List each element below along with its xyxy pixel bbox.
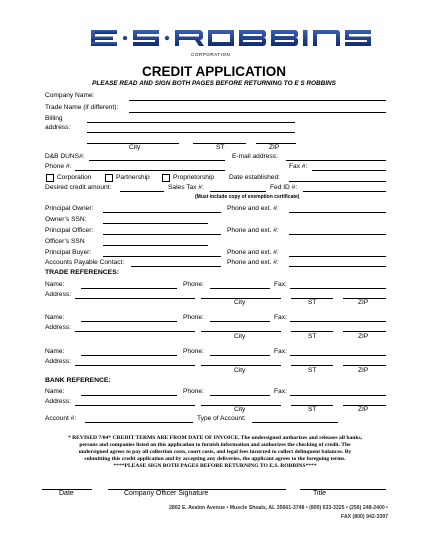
trade-ref-2-zip-label: ZIP [358,333,369,340]
corporation-label: Corporation [57,173,92,181]
billing-st-label: ST [216,144,225,151]
trade-ref-3-fax-label: Fax: [274,348,287,355]
bank-city-label: City [234,406,246,413]
trade-ref-1-zip-label: ZIP [358,299,369,306]
trade-ref-2-fax-label: Fax: [274,314,287,321]
buyer-phone-label: Phone and ext. #: [227,249,279,256]
trade-ref-2-st-field[interactable] [291,331,333,332]
trade-ref-3-city-field[interactable] [201,365,281,366]
trade-ref-2-phone-label: Phone: [183,314,204,321]
bank-account-field[interactable] [85,422,193,423]
footer-address: 2802 E. Avalon Avenue • Muscle Shoals, AL 35661-3748 • (800) 633-3325 • (256) 248-2400 • [168,505,388,511]
duns-label: D&B DUNS#: [45,153,85,160]
trade-ref-1-name-label: Name: [45,281,65,288]
fax-field[interactable] [312,170,386,171]
billing-zip-label: ZIP [269,144,280,151]
company-name-field[interactable] [129,100,386,101]
officer-ssn-field[interactable] [103,245,208,246]
bank-st-label: ST [308,406,317,413]
terms-line-3: undersigned agrees to pay all collection costs, court costs, and legal fees incurred to collect delinquent balances. By [78,449,352,455]
date-established-label: Date established: [229,173,280,181]
bank-name-label: Name: [45,388,65,395]
corporation-checkbox[interactable] [46,174,54,182]
trade-ref-2-address-label: Address: [45,324,72,331]
page-title: CREDIT APPLICATION [142,64,286,79]
proprietorship-label: Proprietorship [173,173,215,181]
trade-ref-1-fax-field[interactable] [290,288,386,289]
sales-tax-label: Sales Tax #: [168,184,204,191]
trade-ref-1-phone-label: Phone: [183,281,204,288]
principal-owner-field[interactable] [103,212,221,213]
bank-reference-heading: BANK REFERENCE: [45,377,111,384]
trade-ref-3-address-label: Address: [45,358,72,365]
trade-ref-2-city-label: City [234,333,246,340]
duns-field[interactable] [89,160,225,161]
date-label: Date [59,490,74,497]
sales-tax-field[interactable] [210,191,266,192]
footer-fax: FAX (800) 942-3397 [340,514,388,520]
trade-ref-2-name-label: Name: [45,314,65,321]
billing-label: Billing [45,115,63,122]
corporation-label: CORPORATION [191,52,231,57]
desired-credit-field[interactable] [120,191,164,192]
billing-city-label: City [129,144,141,151]
trade-ref-2-phone-field[interactable] [210,321,270,322]
bank-name-field[interactable] [81,395,177,396]
bank-account-type-label: Type of Account: [197,415,246,422]
ap-contact-field[interactable] [131,266,221,267]
owner-phone-label: Phone and ext. #: [227,205,279,212]
buyer-phone-field[interactable] [289,256,386,257]
trade-ref-2-name-field[interactable] [81,321,177,322]
partnership-checkbox[interactable] [105,174,113,182]
owner-phone-field[interactable] [289,212,386,213]
email-label: E-mail address: [232,153,278,160]
bank-address-label: Address: [45,398,72,405]
trade-ref-1-fax-label: Fax: [274,281,287,288]
owner-ssn-label: Owner’s SSN: [45,216,87,223]
trade-name-field[interactable] [129,112,386,113]
ap-phone-field[interactable] [289,266,386,267]
trade-ref-2-st-label: ST [308,333,317,340]
email-field[interactable] [286,160,386,161]
exemption-note: (Must include copy of exemption certificate) [195,194,300,200]
terms-line-4: submitting this credit application and by accepting any deliveries, the applicant agrees to the foregoing terms. [84,456,346,462]
trade-ref-3-city-label: City [234,367,246,374]
proprietorship-checkbox[interactable] [162,174,170,182]
bank-address-field[interactable] [75,405,195,406]
bank-account-label: Account #: [45,415,77,422]
trade-ref-1-address-field[interactable] [75,298,195,299]
principal-owner-label: Principal Owner: [45,205,94,212]
title-label: Title [313,490,326,497]
trade-ref-3-address-field[interactable] [75,365,195,366]
billing-address-line-1[interactable] [87,122,295,123]
ap-phone-label: Phone and ext. #: [227,259,279,266]
partnership-label: Partnership [116,173,150,181]
trade-ref-1-city-label: City [234,299,246,306]
terms-notice [34,435,396,470]
trade-ref-3-phone-label: Phone: [183,348,204,355]
trade-ref-3-zip-field[interactable] [343,365,386,366]
principal-officer-label: Principal Officer: [45,227,94,234]
terms-line-5: ****PLEASE SIGN BOTH PAGES BEFORE RETURNING TO E.S. ROBBINS**** [113,463,317,469]
owner-ssn-field[interactable] [103,223,208,224]
trade-ref-1-address-label: Address: [45,291,72,298]
bank-fax-label: Fax: [274,388,287,395]
trade-name-label: Trade Name (if different): [45,104,119,111]
officer-phone-label: Phone and ext. #: [227,227,279,234]
terms-line-1: * REVISED 7/04* CREDIT TERMS ARE FROM DATE OF INVOICE. The undersigned authorizes and releases all banks, [67,435,363,441]
trade-ref-3-phone-field[interactable] [210,355,270,356]
bank-account-type-field[interactable] [252,422,338,423]
trade-ref-3-zip-label: ZIP [358,367,369,374]
terms-line-2: persons and companies listed on this application to furnish information and authorizes the checking of credit. The [79,442,351,448]
phone-field[interactable] [75,170,225,171]
trade-ref-3-name-label: Name: [45,348,65,355]
trade-ref-3-st-label: ST [308,367,317,374]
bank-phone-label: Phone: [183,388,204,395]
ap-contact-label: Accounts Payable Contact: [45,259,125,266]
trade-ref-3-st-field[interactable] [291,365,333,366]
page-subtitle: PLEASE READ AND SIGN BOTH PAGES BEFORE RETURNING TO E S ROBBINS [92,80,336,87]
phone-label: Phone #: [45,163,72,170]
officer-signature-label: Company Officer Signature [124,490,209,497]
fed-id-field[interactable] [303,191,386,192]
company-name-label: Company Name: [45,92,95,99]
officer-ssn-label: Officer’s SSN [45,238,85,245]
desired-credit-label: Desired credit amount: [45,184,112,191]
trade-references-heading: TRADE REFERENCES: [45,269,120,276]
trade-ref-1-st-label: ST [308,299,317,306]
bank-fax-field[interactable] [290,395,386,396]
trade-ref-2-address-field[interactable] [75,331,195,332]
bank-zip-label: ZIP [358,406,369,413]
fed-id-label: Fed ID #: [270,184,298,191]
principal-buyer-field[interactable] [103,256,221,257]
billing-address-line-2[interactable] [87,132,295,133]
bank-phone-field[interactable] [210,395,270,396]
principal-buyer-label: Principal Buyer: [45,249,92,256]
officer-phone-field[interactable] [289,234,386,235]
trade-ref-1-phone-field[interactable] [210,288,270,289]
trade-ref-3-fax-field[interactable] [290,355,386,356]
trade-ref-3-name-field[interactable] [81,355,177,356]
fax-label: Fax #: [289,163,308,170]
principal-officer-field[interactable] [103,234,221,235]
trade-ref-2-fax-field[interactable] [290,321,386,322]
trade-ref-1-name-field[interactable] [81,288,177,289]
trade-ref-2-city-field[interactable] [201,331,281,332]
date-established-field[interactable] [289,181,386,182]
billing-address-label: address: [45,124,71,131]
trade-ref-2-zip-field[interactable] [343,331,386,332]
